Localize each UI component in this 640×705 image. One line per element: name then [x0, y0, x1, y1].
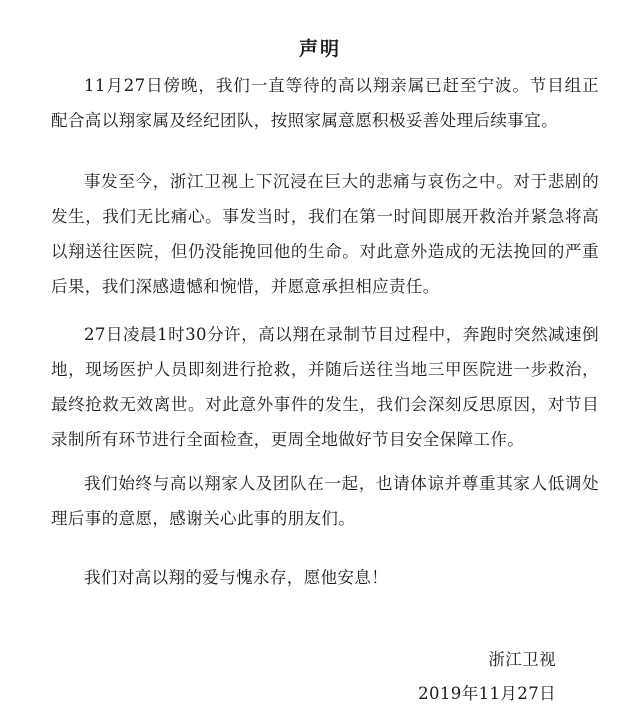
paragraph-3: 27日凌晨1时30分许，高以翔在录制节目过程中，奔跑时突然减速倒地，现场医护人员即刻进行抢救，并随后送往当地三甲医院进一步救治，最终抢救无效离世。对此意外事件的发生，我们会深刻反思原因，对节目录制所有环节进行全面检查，更周全地做好节目安全保障工作。 [51, 325, 599, 449]
signature-date: 2019年11月27日 [418, 684, 556, 703]
paragraph-1: 11月27日傍晚，我们一直等待的高以翔亲属已赶至宁波。节目组正配合高以翔家属及经纪团队，按照家属意愿积极妥善处理后续事宜。 [51, 76, 599, 130]
paragraph-2: 事发至今，浙江卫视上下沉浸在巨大的悲痛与哀伤之中。对于悲剧的发生，我们无比痛心。事发当时，我们在第一时间即展开救治并紧急将高以翔送往医院，但仍没能挽回他的生命。对此意外造成的无法挽回的严重后果，我们深感遗憾和惋惜，并愿意承担相应责任。 [51, 172, 599, 296]
paragraph-5: 我们对高以翔的爱与愧永存，愿他安息！ [84, 568, 389, 587]
document-title: 声明 [298, 38, 341, 60]
signature-organization: 浙江卫视 [488, 650, 556, 669]
paragraph-4: 我们始终与高以翔家人及团队在一起，也请体谅并尊重其家人低调处理后事的意愿，感谢关心此事的朋友们。 [51, 474, 599, 528]
